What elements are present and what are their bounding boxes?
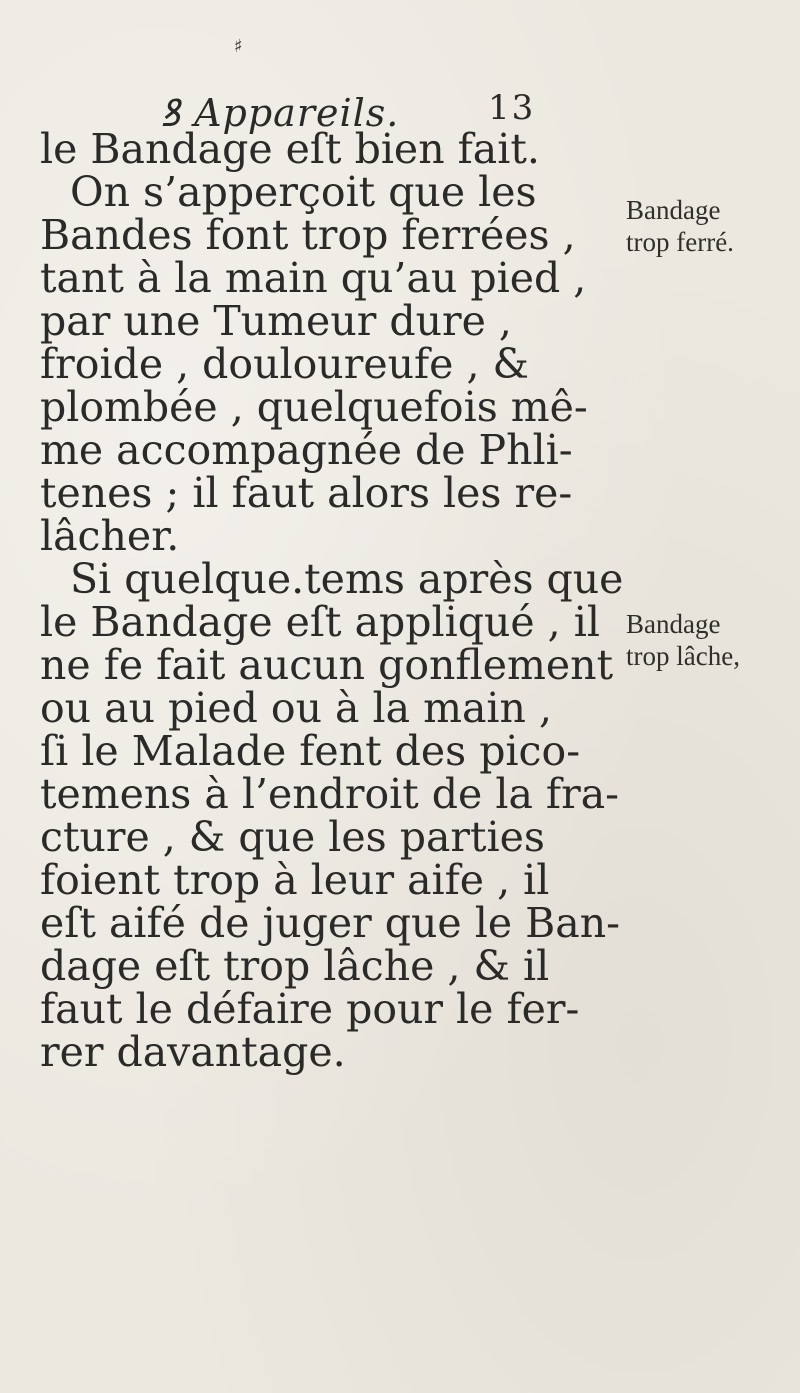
text-line: tenes ; il faut alors les re- <box>40 469 573 517</box>
text-line: tant à la main qu’au pied , <box>40 254 587 302</box>
text-line: On s’apperçoit que les <box>70 168 537 216</box>
text-line: Bandes font trop ferrées , <box>40 211 576 259</box>
text-line: rer davantage. <box>40 1028 346 1076</box>
text-line: lâcher. <box>40 512 180 560</box>
text-line: temens à l’endroit de la fra- <box>40 770 620 818</box>
margin-note <box>626 194 796 258</box>
top-mark: ♯ <box>234 36 243 57</box>
text-line: le Bandage eſt appliqué , il <box>40 598 600 646</box>
text-line: me accompagnée de Phli- <box>40 426 573 474</box>
text-line: le Bandage eſt bien fait. <box>40 125 540 173</box>
margin-note-line: Bandage <box>626 195 721 225</box>
text-line: faut le défaire pour le fer- <box>40 985 580 1033</box>
text-line: cture , & que les parties <box>40 813 545 861</box>
margin-note-line: trop ferré. <box>626 227 734 257</box>
text-line: eſt aifé de juger que le Ban- <box>40 899 620 947</box>
margin-note <box>626 608 796 672</box>
body-text <box>40 125 624 1076</box>
text-line: foient trop à leur aife , il <box>40 856 550 904</box>
margin-note-line: trop lâche, <box>626 641 740 671</box>
text-line: froide , douloureufe , & <box>40 340 530 388</box>
running-title: ꝸ Appareils. <box>160 91 400 135</box>
text-line: par une Tumeur dure , <box>40 297 512 345</box>
text-line: ſi le Malade fent des pico- <box>40 727 581 775</box>
text-line: dage eſt trop lâche , & il <box>40 942 550 990</box>
text-line: Si quelque.tems après que <box>70 555 624 603</box>
text-line: ne fe fait aucun gonflement <box>40 641 614 689</box>
margin-note-line: Bandage <box>626 609 721 639</box>
page-number: 13 <box>488 88 536 128</box>
text-line: plombée , quelquefois mê- <box>40 383 588 431</box>
text-line: ou au pied ou à la main , <box>40 684 552 732</box>
